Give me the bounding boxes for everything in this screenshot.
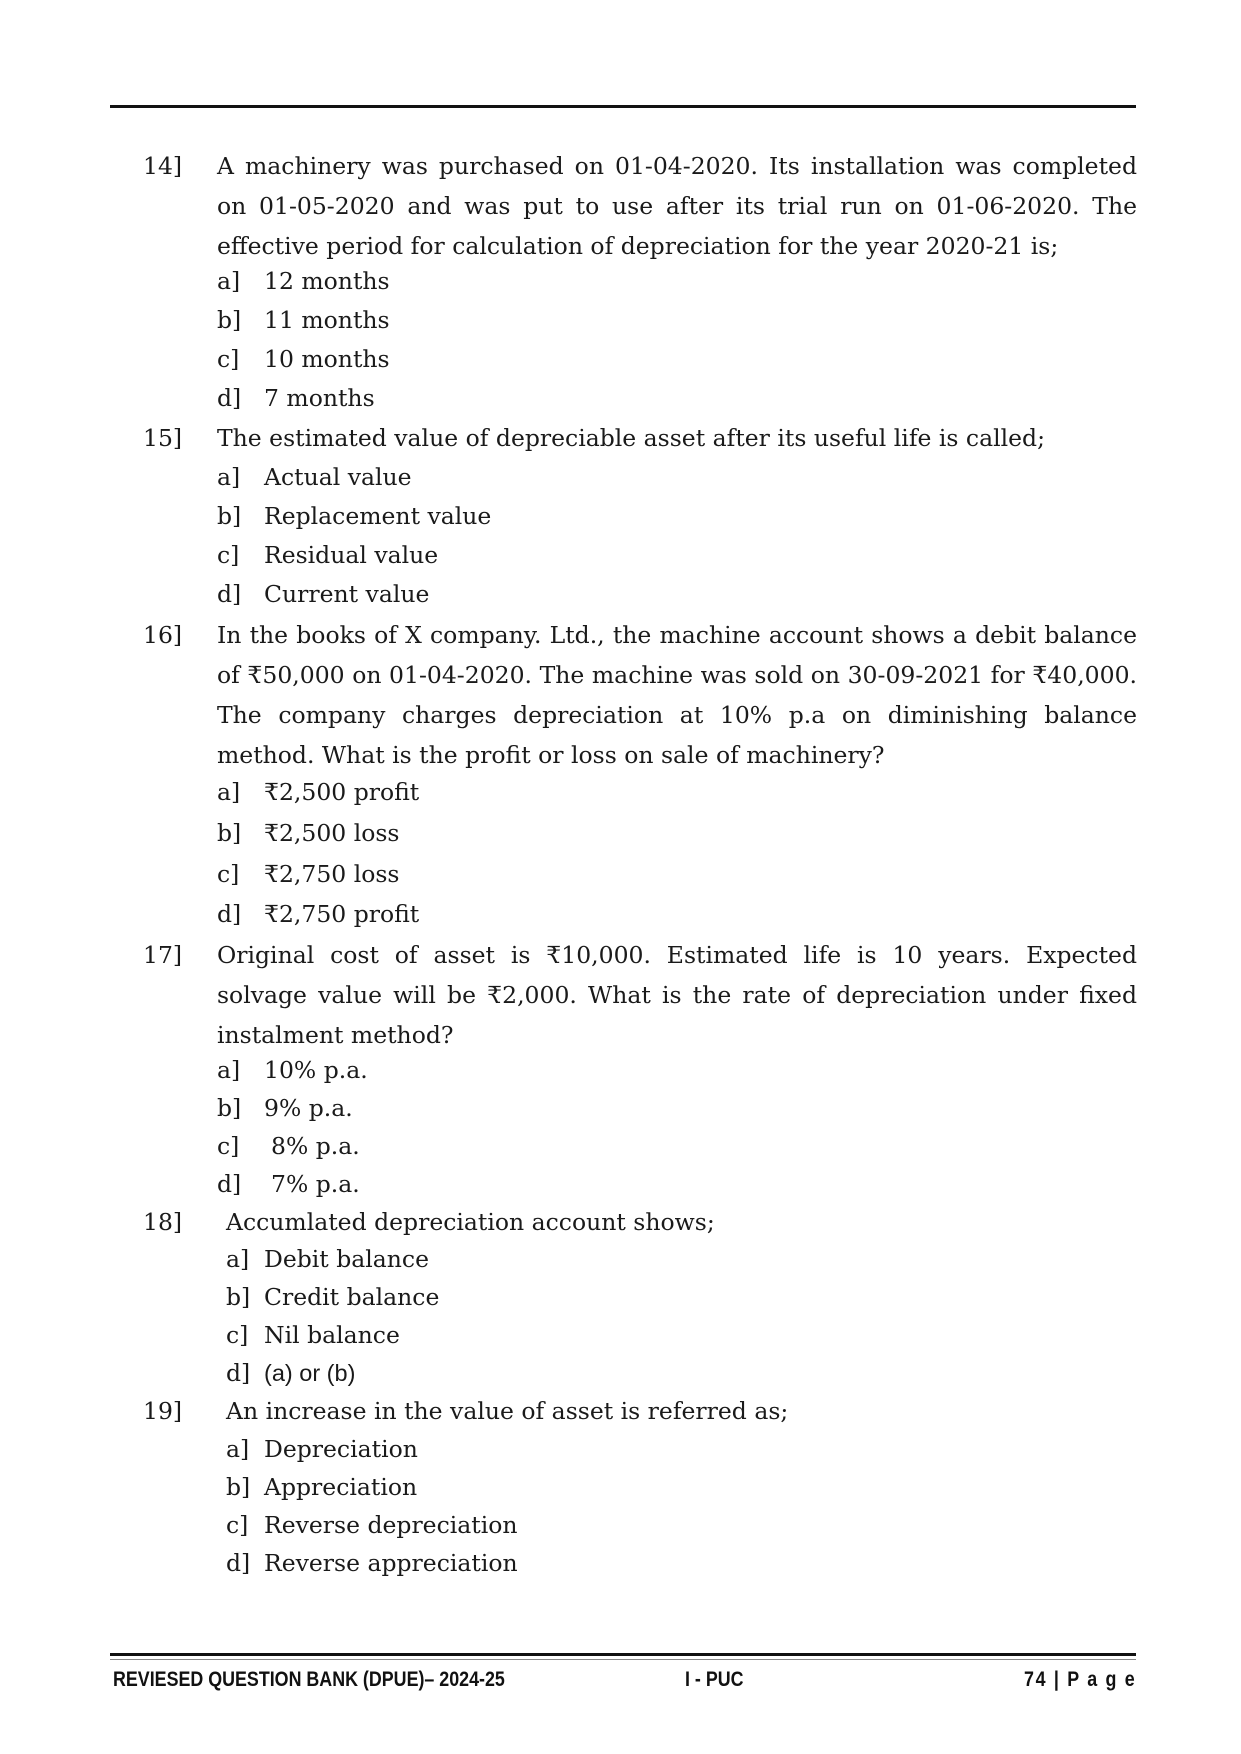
option-text: 12 months (264, 267, 390, 295)
option-label: c] (226, 1511, 249, 1539)
option-text: ₹2,500 profit (264, 778, 420, 806)
question-text: An increase in the value of asset is referred as; (226, 1397, 789, 1425)
option-label: b] (226, 1283, 251, 1311)
question-text: A machinery was purchased on 01-04-2020. Its installation was completed on 01-05-2020 and was put to use after its trial run on 01-06-2020. The effective period for calculation of depreciation for the year 2020-21 is; (217, 152, 1137, 260)
option-text: ₹2,500 loss (264, 819, 400, 847)
option-label: a] (217, 1056, 241, 1084)
option-label: d] (226, 1359, 251, 1387)
option-label: d] (217, 580, 242, 608)
option-label: b] (217, 502, 242, 530)
option-text: Current value (264, 580, 430, 608)
footer-class: I - PUC (685, 1668, 744, 1691)
footer-rule (110, 1653, 1136, 1656)
option-text: ₹2,750 loss (264, 860, 400, 888)
option-label: a] (217, 463, 241, 491)
option-label: b] (217, 1094, 242, 1122)
option-text: Credit balance (264, 1283, 440, 1311)
option-text: Residual value (264, 541, 439, 569)
option-label: c] (217, 541, 240, 569)
page-number: 74 | P a g e (1024, 1668, 1137, 1691)
option-text: Reverse depreciation (264, 1511, 518, 1539)
option-label: b] (226, 1473, 251, 1501)
option-label: b] (217, 306, 242, 334)
option-text: 10% p.a. (264, 1056, 368, 1084)
option-text: Reverse appreciation (264, 1549, 518, 1577)
option-label: c] (217, 1132, 240, 1160)
question-number: 19] (143, 1397, 183, 1425)
option-label: d] (217, 1170, 242, 1198)
option-label: c] (217, 860, 240, 888)
option-label: c] (226, 1321, 249, 1349)
question-text: Original cost of asset is ₹10,000. Estimated life is 10 years. Expected solvage value will be ₹2,000. What is the rate of depreciation under fixed instalment method? (217, 941, 1137, 1049)
option-text: Debit balance (264, 1245, 430, 1273)
question-number: 14] (143, 152, 183, 180)
option-text: 10 months (264, 345, 390, 373)
option-label: c] (217, 345, 240, 373)
option-text: Appreciation (264, 1473, 418, 1501)
question-text: In the books of X company. Ltd., the machine account shows a debit balance of ₹50,000 on 01-04-2020. The machine was sold on 30-09-2021 for ₹40,000. The company charges depreciation at 10% p.a on diminishing balance method. What is the profit or loss on sale of machinery? (217, 621, 1137, 769)
option-label: a] (217, 267, 241, 295)
header-rule (110, 105, 1136, 108)
option-text: 7% p.a. (271, 1170, 360, 1198)
option-text: 7 months (264, 384, 375, 412)
option-label: a] (217, 778, 241, 806)
question-text: Accumlated depreciation account shows; (226, 1208, 715, 1236)
option-text: Nil balance (264, 1321, 400, 1349)
option-label: b] (217, 819, 242, 847)
footer-rule-thin (110, 1659, 1136, 1660)
option-text: (a) or (b) (264, 1360, 356, 1386)
option-text: Replacement value (264, 502, 492, 530)
option-text: 11 months (264, 306, 390, 334)
option-label: d] (217, 384, 242, 412)
option-text: 9% p.a. (264, 1094, 353, 1122)
question-number: 16] (143, 621, 183, 649)
option-label: d] (226, 1549, 251, 1577)
footer-title: REVIESED QUESTION BANK (DPUE)– 2024-25 (113, 1668, 505, 1691)
option-label: a] (226, 1245, 250, 1273)
question-text: The estimated value of depreciable asset after its useful life is called; (217, 424, 1046, 452)
option-text: Depreciation (264, 1435, 418, 1463)
question-number: 15] (143, 424, 183, 452)
option-text: 8% p.a. (271, 1132, 360, 1160)
question-number: 18] (143, 1208, 183, 1236)
option-label: a] (226, 1435, 250, 1463)
option-text: ₹2,750 profit (264, 900, 420, 928)
question-number: 17] (143, 941, 183, 969)
option-label: d] (217, 900, 242, 928)
option-text: Actual value (264, 463, 412, 491)
